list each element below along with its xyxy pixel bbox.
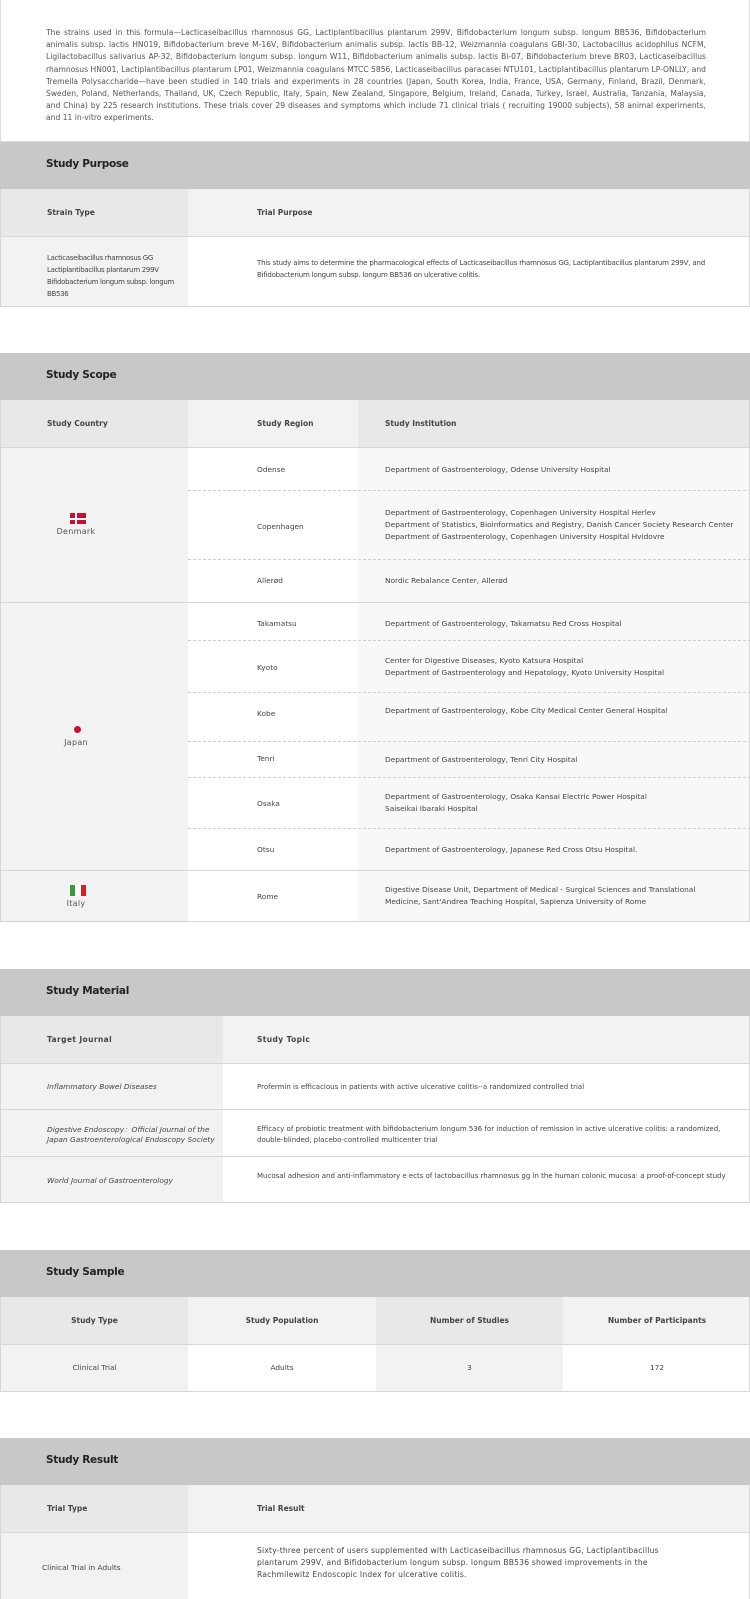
row-divider [188, 559, 750, 560]
strain-type-header: Strain Type [47, 208, 95, 217]
country-header: Study Country [47, 419, 108, 428]
region-kobe: Kobe [257, 709, 276, 718]
study-topic: Mucosal adhesion and anti-inflammatory e ects of lactobacillus rhamnosus gg in the human colonic mucosa: a proof-of-concept study [257, 1172, 726, 1180]
institution-header: Study Institution [385, 419, 457, 428]
sample-title: Study Sample [46, 1266, 125, 1278]
purpose-section-header [0, 142, 750, 189]
journal-name: World Journal of Gastroenterology [47, 1176, 173, 1185]
number-of-studies-header: Number of Studies [429, 1316, 510, 1325]
study-population-value: Adults [270, 1363, 294, 1372]
row-divider [188, 828, 750, 829]
institution-otsu: Department of Gastroenterology, Japanese Red Cross Otsu Hospital. [385, 845, 638, 854]
institution-takamatsu: Department of Gastroenterology, Takamatsu Red Cross Hospital [385, 619, 622, 628]
row-divider [188, 490, 750, 491]
topic-line: double-blinded, placebo-controlled multicenter trial [257, 1136, 438, 1144]
sample-value-cell [188, 1345, 376, 1392]
region-odense: Odense [257, 465, 286, 474]
material-table [0, 1016, 750, 1203]
purpose-table [0, 189, 750, 307]
region-header-cell [188, 400, 358, 447]
region-takamatsu: Takamatsu [257, 619, 297, 628]
country-column [1, 448, 188, 922]
trial-purpose-header-cell [188, 189, 750, 236]
country-divider [1, 602, 750, 603]
institution-rome [385, 884, 695, 908]
journal-header-cell [1, 1016, 223, 1063]
region-osaka: Osaka [257, 799, 280, 808]
study-population-header: Study Population [245, 1316, 319, 1325]
strain-list [47, 252, 188, 300]
trial-type-value: Clinical Trial in Adults [42, 1563, 121, 1572]
result-section-header [0, 1438, 750, 1485]
institution-tenri: Department of Gastroenterology, Tenri City Hospital [385, 755, 578, 764]
material-section-header [0, 969, 750, 1016]
scope-table [0, 400, 750, 922]
journal-header: Target Journal [47, 1035, 113, 1044]
result-title: Study Result [46, 1454, 119, 1466]
scope-title: Study Scope [46, 369, 117, 381]
institution-line: Department of Gastroenterology, Copenhagen University Hospital Hvidovre [385, 532, 665, 541]
journal-line: Japan Gastroenterological Endoscopy Society [47, 1135, 215, 1144]
institution-odense: Department of Gastroenterology, Odense University Hospital [385, 465, 611, 474]
trial-purpose-header: Trial Purpose [257, 208, 313, 217]
institution-line: Saiseikai Ibaraki Hospital [385, 804, 478, 813]
strain-list-cell [1, 237, 188, 307]
row-divider [188, 692, 750, 693]
trial-result-text: Sixty-three percent of users supplemented with Lacticaseibacillus rhamnosus GG, Lactiplantibacillus plantarum 299V, and Bifidobacterium longum subsp. longum BB536 showed improvements in the Rachmilewitz Endoscopic Index for ulcerative colitis. [257, 1546, 659, 1579]
sample-header-cell [1, 1297, 188, 1344]
sample-header-cell [563, 1297, 750, 1344]
number-of-participants-header: Number of Participants [607, 1316, 707, 1325]
region-kyoto: Kyoto [257, 663, 278, 672]
study-type-header: Study Type [71, 1316, 118, 1325]
material-title: Study Material [46, 985, 130, 997]
japan-flag-icon [74, 726, 81, 733]
study-type-value: Clinical Trial [72, 1363, 117, 1372]
institution-allerod: Nordic Rebalance Center, Allerød [385, 576, 508, 585]
study-topic [257, 1124, 720, 1146]
number-of-studies-value: 3 [467, 1363, 472, 1372]
scope-section-header [0, 353, 750, 400]
strain-type-header-cell [1, 189, 188, 236]
purpose-text: This study aims to determine the pharmacological effects of Lacticaseibacillus rhamnosus GG, Lactiplantibacillus plantarum 299V, and Bifidobacterium longum subsp. longum BB536 on ulcerative colitis. [257, 259, 705, 279]
topic-header: Study Topic [257, 1035, 311, 1044]
strain-item: Bifidobacterium longum subsp. longum BB536 [47, 278, 175, 298]
institution-line: Digestive Disease Unit, Department of Medical - Surgical Sciences and Translational [385, 885, 696, 894]
strain-item: Lactiplantibacillus plantarum 299V [47, 266, 159, 274]
sample-header-cell [376, 1297, 563, 1344]
row-divider [188, 777, 750, 778]
institution-line: Department of Gastroenterology and Hepatology, Kyoto University Hospital [385, 668, 665, 677]
sample-section-header [0, 1250, 750, 1297]
region-tenri: Tenri [257, 754, 275, 763]
sample-table [0, 1297, 750, 1392]
region-copenhagen: Copenhagen [257, 522, 304, 531]
region-allerod: Allerød [257, 576, 283, 585]
number-of-participants-value: 172 [649, 1363, 665, 1372]
country-divider [1, 870, 750, 871]
institution-kyoto [385, 655, 664, 679]
journal-line: Digestive Endoscopy：Official Journal of the [47, 1125, 210, 1134]
purpose-text-cell [188, 237, 750, 307]
row-divider [1, 1109, 750, 1110]
row-divider [188, 741, 750, 742]
strain-item: Lacticaseibacillus rhamnosus GG [47, 254, 154, 262]
institution-line: Department of Gastroenterology, Osaka Kansai Electric Power Hospital [385, 792, 647, 801]
topic-header-cell [223, 1016, 750, 1063]
sample-value-cell [1, 1345, 188, 1392]
journal-name: Inflammatory Bowel Diseases [47, 1082, 157, 1091]
purpose-title: Study Purpose [46, 158, 129, 170]
intro-panel [0, 0, 750, 142]
institution-osaka [385, 791, 647, 815]
country-header-cell [1, 400, 188, 447]
row-divider [1, 1156, 750, 1157]
institution-copenhagen [385, 507, 733, 543]
country-label-japan: Japan [64, 738, 88, 747]
trial-type-header: Trial Type [47, 1504, 88, 1513]
institution-kobe: Department of Gastroenterology, Kobe City Medical Center General Hospital [385, 706, 668, 715]
region-otsu: Otsu [257, 845, 275, 854]
institution-line: Department of Statistics, Bioinformatics and Registry, Danish Cancer Society Research Center [385, 520, 734, 529]
study-topic: Profermin is efficacious in patients with active ulcerative colitis--a randomized controlled trial [257, 1083, 585, 1091]
trial-result-header: Trial Result [257, 1504, 305, 1513]
trial-result-cell [188, 1533, 750, 1599]
trial-type-header-cell [1, 1485, 188, 1532]
country-label-italy: Italy [66, 899, 86, 908]
region-rome: Rome [257, 892, 279, 901]
journal-name [47, 1125, 215, 1145]
result-table [0, 1485, 750, 1599]
topic-line: Efficacy of probiotic treatment with bifidobacterium longum 536 for induction of remission in active ulcerative colitis: a randomized, [257, 1125, 721, 1133]
sample-value-cell [563, 1345, 750, 1392]
row-divider [188, 640, 750, 641]
institution-line: Medicine, Sant'Andrea Teaching Hospital, Sapienza University of Rome [385, 897, 647, 906]
denmark-flag-icon [70, 513, 86, 524]
institution-header-cell [358, 400, 750, 447]
country-label-denmark: Denmark [56, 527, 96, 536]
sample-header-cell [188, 1297, 376, 1344]
sample-value-cell [376, 1345, 563, 1392]
trial-result-header-cell [188, 1485, 750, 1532]
italy-flag-icon [70, 885, 86, 896]
intro-text: The strains used in this formula—Lacticaseibacillus rhamnosus GG, Lactiplantibacillus plantarum 299V, Bifidobacterium longum subsp. longum BB536, Bifidobacterium animalis subsp. lactis HN019, Bifidobacterium breve M-16V, Bifidobacterium animalis subsp. lactis BB-12, Weizmannia coagulans GBI-30, Lactobacillus acidophilus NCFM, Ligilactobacillus salivarius AP-32, Bifidobacterium longum subsp. longum W11, Bifidobacterium animalis subsp. lactis Bi-07, Bifidobacterium breve BR03, Lacticaseibacillus rhamnosus HN001, Lactiplantibacillus plantarum LP01, Weizmannia coagulans MTCC 5856, Lacticaseibacillus paracasei NTU101, Lactiplantibacillus plantarum LP-ONLLY, and Tremella Polysaccharide—have been studied in 140 trials and experiments in 28 countries (Japan, South Korea, India, France, USA, Germany, Finland, Brazil, Denmark, Sweden, Poland, Netherlands, Thailand, UK, Czech Republic, Italy, Spain, New Zealand, Singapore, Belgium, Ireland, Canada, Turkey, Israel, Australia, Tanzania, Malaysia, and China) by 225 research institutions. These trials cover 29 diseases and symptoms which include 71 clinical trials ( recruiting 19000 subjects), 58 animal experiments, and 11 in-vitro experiments. [46, 28, 706, 123]
institution-line: Department of Gastroenterology, Copenhagen University Hospital Herlev [385, 508, 656, 517]
trial-type-cell [1, 1533, 188, 1599]
institution-line: Center for Digestive Diseases, Kyoto Katsura Hospital [385, 656, 584, 665]
region-header: Study Region [257, 419, 314, 428]
